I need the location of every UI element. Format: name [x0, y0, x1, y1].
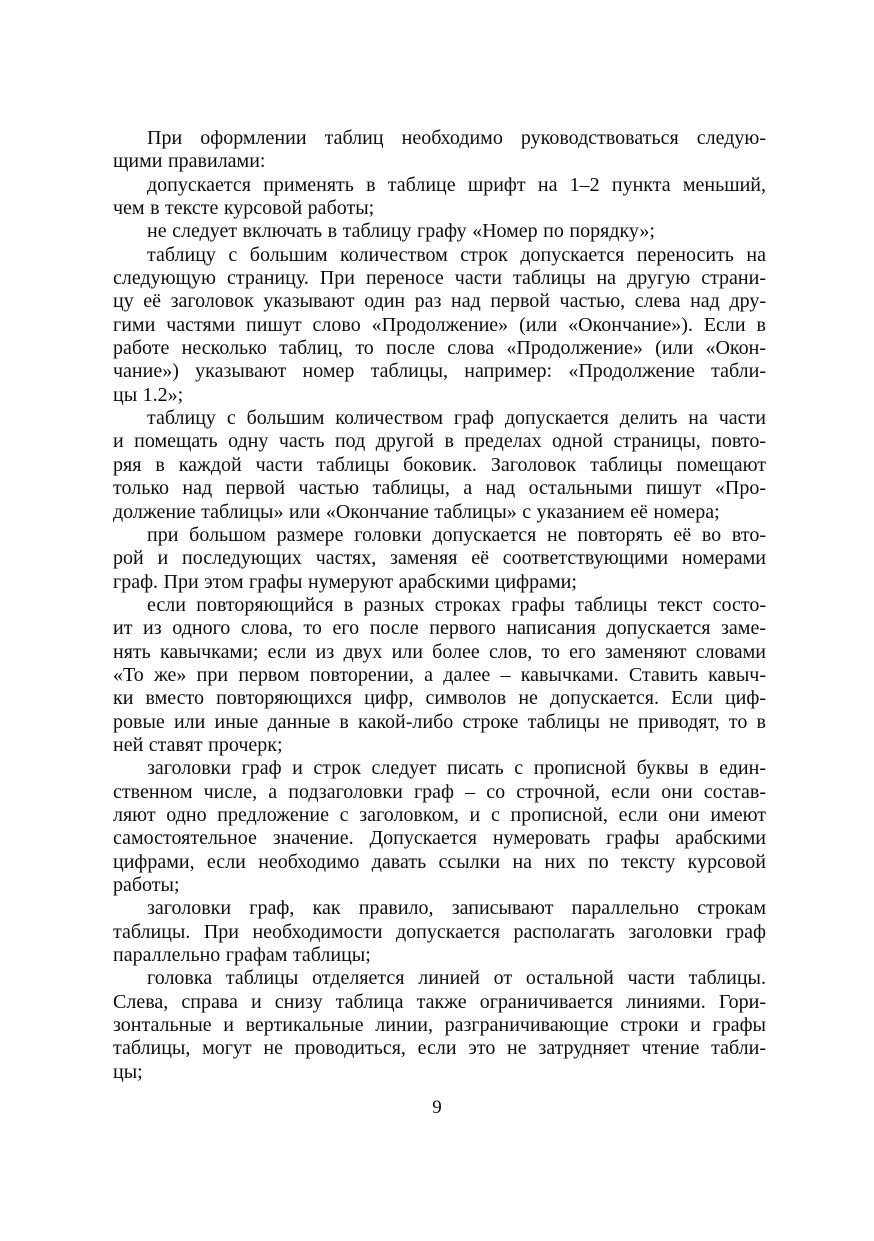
text-line: чание») указывают номер таблицы, например: «Продолжение табли- — [113, 360, 766, 383]
text-line: рой и последующих частях, заменяя её соответствующими номерами — [113, 547, 766, 570]
text-line: заголовки граф и строк следует писать с прописной буквы в един- — [147, 757, 766, 780]
page-number: 9 — [432, 1097, 442, 1118]
text-line: таблицы, могут не проводиться, если это не затрудняет чтение табли- — [113, 1037, 766, 1060]
text-line: цу её заголовок указывают один раз над первой частью, слева над дру- — [113, 290, 766, 313]
text-line: работы; — [113, 874, 180, 896]
text-line: При оформлении таблиц необходимо руководствоваться следую- — [147, 127, 766, 149]
text-line: ки вместо повторяющихся цифр, символов не допускается. Если циф- — [113, 687, 766, 710]
text-line: таблицы. При необходимости допускается располагать заголовки граф — [113, 920, 766, 943]
text-line: ней ставят прочерк; — [113, 733, 283, 756]
text-line: ляют одно предложение с заголовком, и с прописной, если они имеют — [113, 803, 766, 826]
paragraph — [113, 127, 766, 174]
text-line: только над первой частью таблицы, а над остальными пишут «Про- — [113, 477, 766, 500]
text-line: головка таблицы отделяется линией от остальной части таблицы. — [147, 967, 766, 990]
text-line: граф. При этом графы нумеруют арабскими цифрами; — [113, 570, 577, 593]
text-line: допускается применять в таблице шрифт на 1–2 пункта меньший, — [147, 173, 766, 196]
paragraph — [113, 757, 766, 897]
text-line: работе несколько таблиц, то после слова «Продолжение» (или «Окон- — [113, 337, 766, 360]
paragraph — [113, 407, 766, 524]
text-line: ит из одного слова, то его после первого написания допускается заме- — [113, 617, 766, 640]
text-line: цифрами, если необходимо давать ссылки на них по тексту курсовой — [113, 850, 766, 873]
text-line: ряя в каждой части таблицы боковик. Заголовок таблицы помещают — [113, 453, 766, 476]
text-line: и помещать одну часть под другой в пределах одной страницы, повто- — [113, 430, 766, 453]
paragraph — [113, 897, 766, 967]
paragraph — [113, 594, 766, 757]
text-line: щими правилами: — [113, 150, 266, 173]
text-line: ственном числе, а подзаголовки граф – со строчной, если они состав- — [113, 780, 766, 803]
text-line: параллельно графам таблицы; — [113, 944, 371, 967]
text-line: самостоятельное значение. Допускается нумеровать графы арабскими — [113, 827, 766, 850]
text-line: зонтальные и вертикальные линии, разграничивающие строки и графы — [113, 1014, 766, 1037]
text-line: таблицу с большим количеством строк допускается переносить на — [147, 243, 766, 266]
document-text-block — [113, 127, 766, 1084]
text-line: цы; — [113, 1060, 143, 1083]
paragraph — [113, 220, 766, 243]
text-line: должение таблицы» или «Окончание таблицы» с указанием её номера; — [113, 500, 720, 523]
text-line: если повторяющийся в разных строках графы таблицы текст состо- — [147, 593, 766, 616]
paragraph — [113, 967, 766, 1084]
paragraph — [113, 524, 766, 594]
text-line: ровые или иные данные в какой-либо строке таблицы не приводят, то в — [113, 710, 766, 733]
text-line: цы 1.2»; — [113, 383, 184, 406]
text-line: чем в тексте курсовой работы; — [113, 197, 375, 220]
text-line: нять кавычками; если из двух или более слов, то его заменяют словами — [113, 640, 766, 663]
paragraph — [113, 244, 766, 407]
text-line: Слева, справа и снизу таблица также ограничивается линиями. Гори- — [113, 990, 766, 1013]
text-line: гими частями пишут слово «Продолжение» (или «Окончание»). Если в — [113, 313, 766, 336]
text-line: не следует включать в таблицу графу «Номер по порядку»; — [147, 220, 655, 243]
text-line: заголовки граф, как правило, записывают параллельно строкам — [147, 897, 766, 920]
text-line: «То же» при первом повторении, а далее – кавычками. Ставить кавыч- — [113, 663, 766, 686]
text-line: таблицу с большим количеством граф допускается делить на части — [147, 407, 766, 430]
text-line: следующую страницу. При переносе части таблицы на другую страни- — [113, 267, 766, 290]
text-line: при большом размере головки допускается не повторять её во вто- — [147, 523, 766, 546]
paragraph — [113, 174, 766, 221]
